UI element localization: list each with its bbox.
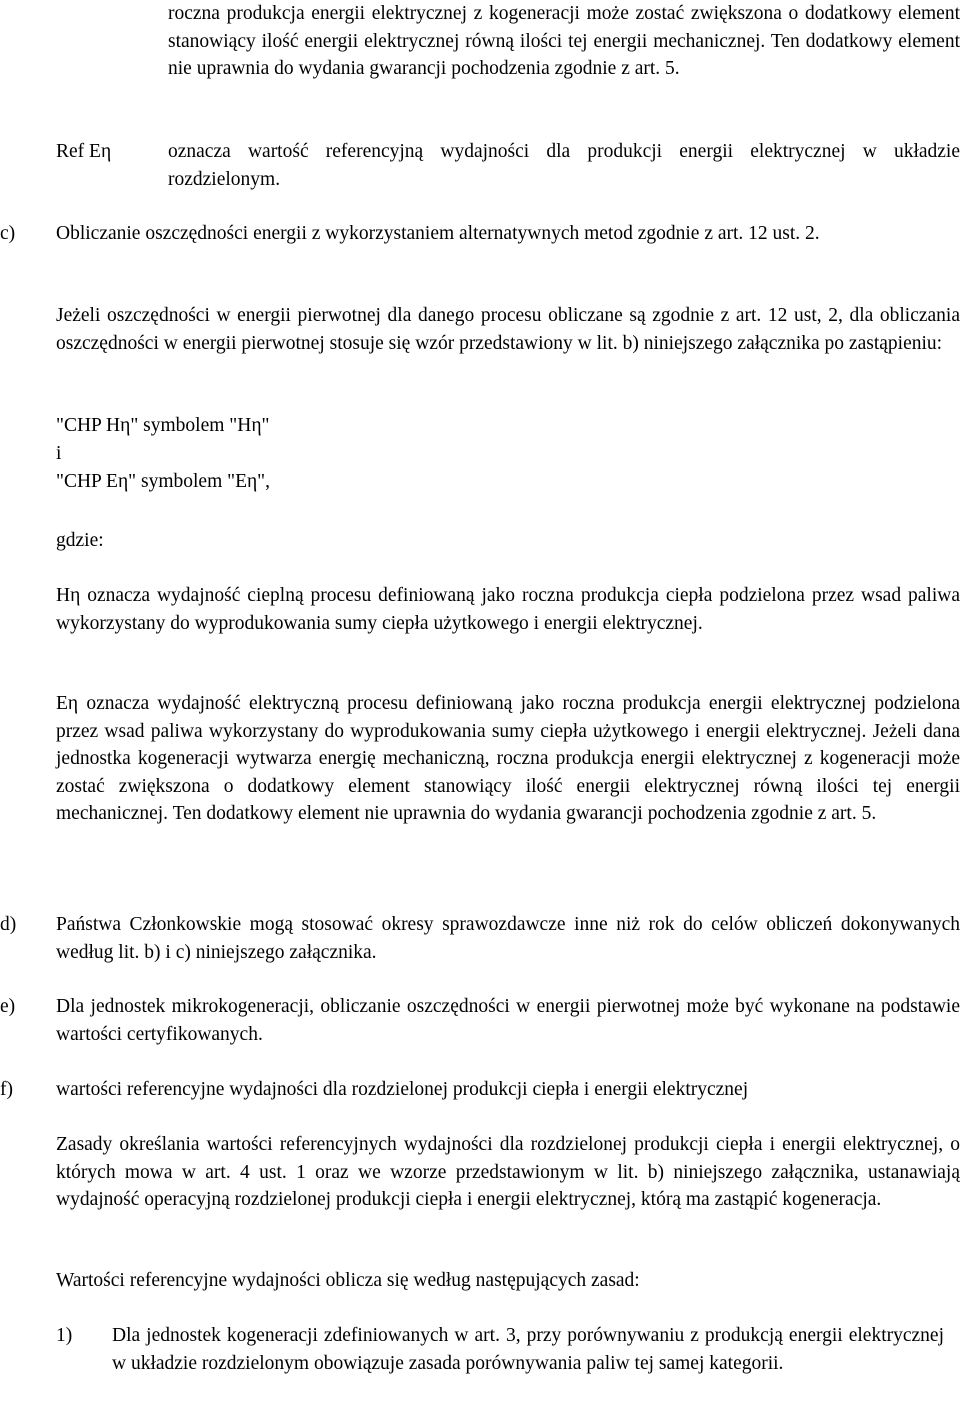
substitution-chp-h: "CHP Hη" symbolem "Hη" bbox=[56, 415, 270, 436]
e-eta-definition: Eη oznacza wydajność elektryczną procesu definiowaną jako roczna produkcja energii elektrycznej podzielona przez wsad paliwa wykorzystany do wyprodukowania sumy ciepła użytkowego i energii elektrycznej. Jeżeli dana jednostka kogeneracji wytwarza energię mechaniczną, roczna produkcja energii elektrycznej z kogeneracji może zostać zwiększona o dodatkowy element stanowiący ilość energii elektrycznej równą ilości tej energii mechanicznej. Ten dodatkowy element nie uprawnia do wydania gwarancji pochodzenia zgodnie z art. 5. bbox=[56, 693, 960, 825]
section-f-marker: f) bbox=[0, 1079, 13, 1100]
ref-e-term: Ref Eη bbox=[56, 141, 112, 162]
substitution-and: i bbox=[56, 443, 62, 464]
section-e-text: Dla jednostek mikrokogeneracji, obliczanie oszczędności w energii pierwotnej może być wykonane na podstawie wartości certyfikowanych. bbox=[56, 996, 960, 1045]
section-f-paragraph: Zasady określania wartości referencyjnych wydajności dla rozdzielonej produkcji ciepła i energii elektrycznej, o których mowa w art. 4 ust. 1 oraz we wzorze przedstawionym w lit. b) niniejszego załącznika, ustanawiają wydajność operacyjną rozdzielonej produkcji ciepła i energii elektrycznej, którą ma zastąpić kogeneracja. bbox=[56, 1134, 960, 1211]
rule-1-text: Dla jednostek kogeneracji zdefiniowanych w art. 3, przy porównywaniu z produkcją energii elektrycznej w układzie rozdzielonym obowiązuje zasada porównywania paliw tej samej kategorii. bbox=[112, 1325, 944, 1374]
section-c-paragraph: Jeżeli oszczędności w energii pierwotnej dla danego procesu obliczane są zgodnie z art. 12 ust, 2, dla obliczania oszczędności w energii pierwotnej stosuje się wzór przedstawiony w lit. b) niniejszego załącznika po zastąpieniu: bbox=[56, 305, 960, 354]
where-label: gdzie: bbox=[56, 530, 104, 551]
continuation-paragraph: roczna produkcja energii elektrycznej z kogeneracji może zostać zwiększona o dodatkowy element stanowiący ilość energii elektrycznej równą ilości tej energii mechanicznej. Ten dodatkowy element nie uprawnia do wydania gwarancji pochodzenia zgodnie z art. 5. bbox=[168, 3, 960, 80]
section-e-marker: e) bbox=[0, 996, 16, 1017]
section-f-heading: wartości referencyjne wydajności dla rozdzielonej produkcji ciepła i energii elektrycznej bbox=[56, 1079, 749, 1100]
rule-1-marker: 1) bbox=[56, 1325, 73, 1346]
section-f-rules-intro: Wartości referencyjne wydajności oblicza się według następujących zasad: bbox=[56, 1270, 640, 1291]
ref-e-definition: oznacza wartość referencyjną wydajności dla produkcji energii elektrycznej w układzie rozdzielonym. bbox=[168, 141, 960, 190]
section-d-marker: d) bbox=[0, 914, 17, 935]
h-eta-definition: Hη oznacza wydajność cieplną procesu definiowaną jako roczna produkcja ciepła podzielona przez wsad paliwa wykorzystany do wyprodukowania sumy ciepła użytkowego i energii elektrycznej. bbox=[56, 585, 960, 634]
section-d-text: Państwa Członkowskie mogą stosować okresy sprawozdawcze inne niż rok do celów obliczeń dokonywanych według lit. b) i c) niniejszego załącznika. bbox=[56, 914, 960, 963]
substitution-chp-e: "CHP Eη" symbolem "Eη", bbox=[56, 471, 271, 492]
section-c-heading: Obliczanie oszczędności energii z wykorzystaniem alternatywnych metod zgodnie z art. 12 ust. 2. bbox=[56, 223, 820, 244]
section-c-marker: c) bbox=[0, 223, 16, 244]
